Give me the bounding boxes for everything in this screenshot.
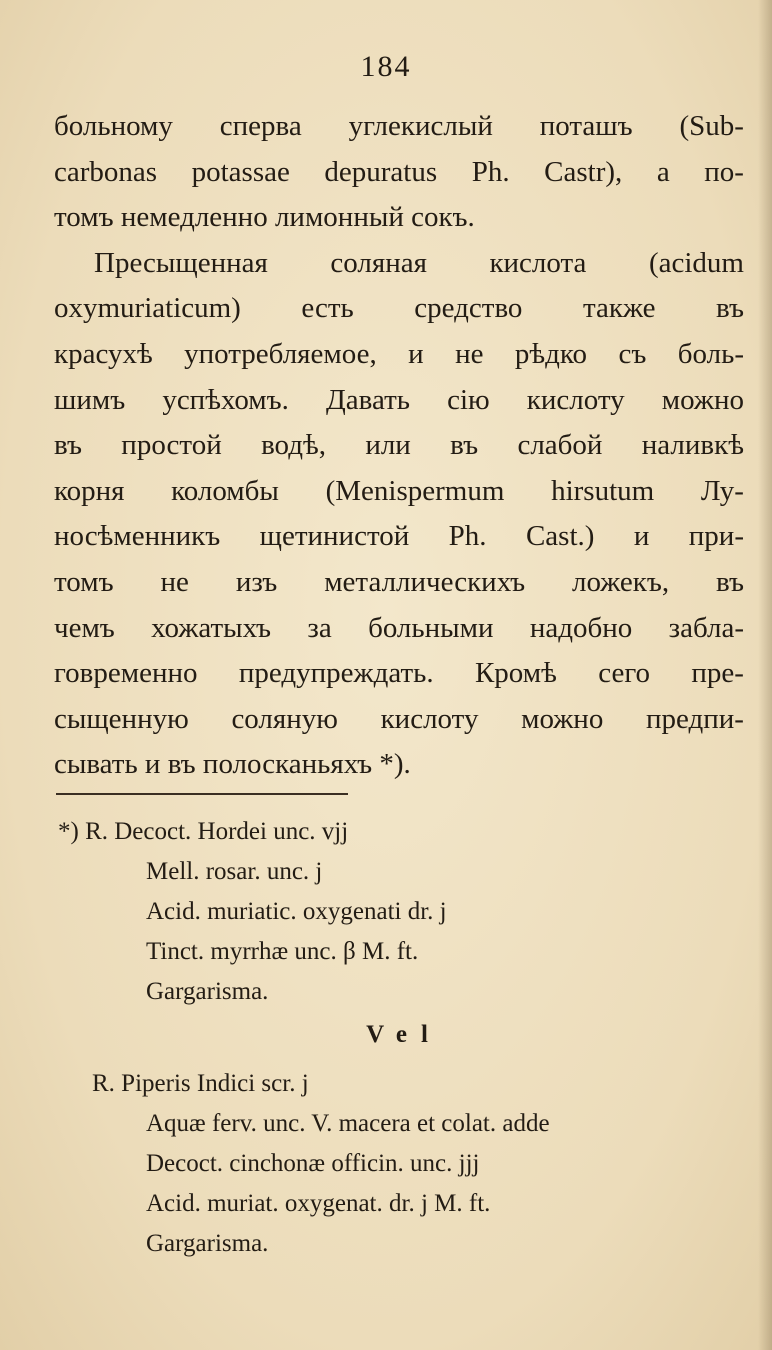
- page-number: 184: [360, 50, 412, 83]
- body-line: шимъ успѣхомъ. Давать сію кислоту можно: [54, 383, 744, 416]
- prescription-line: Tinct. myrrhæ unc. β M. ft.: [146, 938, 419, 965]
- prescription-line: Acid. muriatic. oxygenati dr. j: [146, 898, 447, 925]
- prescription-line: R. Decoct. Hordei unc. vjj: [85, 818, 349, 845]
- body-line: томъ не изъ металлическихъ ложекъ, въ: [54, 565, 744, 598]
- prescription-line: Acid. muriat. oxygenat. dr. j M. ft.: [146, 1190, 491, 1217]
- page-edge-shadow: [758, 0, 772, 1350]
- body-line: чемъ хожатыхъ за больными надобно забла-: [54, 611, 744, 644]
- body-line: больному сперва углекислый поташъ (Sub-: [54, 110, 744, 142]
- prescription-line: R. Piperis Indici scr. j: [92, 1070, 309, 1097]
- prescription-line: Mell. rosar. unc. j: [146, 858, 323, 885]
- footnote-line: [58, 812, 738, 852]
- body-line: носѣменникъ щетинистой Ph. Cast.) и при-: [54, 520, 744, 553]
- body-line: Пресыщенная соляная кислота (acidum: [94, 246, 744, 279]
- body-line: корня коломбы (Menispermum hirsutum Лу-: [54, 474, 744, 507]
- prescription-line: Gargarisma.: [146, 1230, 269, 1257]
- alternative-separator: Vel: [366, 1021, 442, 1048]
- body-line: въ простой водѣ, или въ слабой наливкѣ: [54, 429, 744, 462]
- body-line: говременно предупреждать. Кромѣ сего пре-: [54, 657, 744, 690]
- prescription-line: Gargarisma.: [146, 978, 269, 1005]
- footnote: [58, 812, 738, 1264]
- body-line: oxymuriaticum) есть средство также въ: [54, 292, 744, 325]
- footnote-marker: *): [58, 818, 79, 845]
- body-line: красухѣ употребляемое, и не рѣдко съ боль-: [54, 337, 744, 370]
- body-text: [54, 104, 744, 788]
- footnote-divider: [56, 793, 348, 795]
- prescription-line: Decoct. cinchonæ officin. unc. jjj: [146, 1150, 480, 1177]
- prescription-line: Aquæ ferv. unc. V. macera et colat. adde: [146, 1110, 550, 1137]
- body-line: сывать и въ полосканьяхъ *).: [54, 748, 411, 781]
- body-line: сыщенную соляную кислоту можно предпи-: [54, 702, 744, 735]
- body-line: carbonas potassae depuratus Ph. Castr), а по-: [54, 155, 744, 188]
- body-line: томъ немедленно лимонный сокъ.: [54, 201, 475, 234]
